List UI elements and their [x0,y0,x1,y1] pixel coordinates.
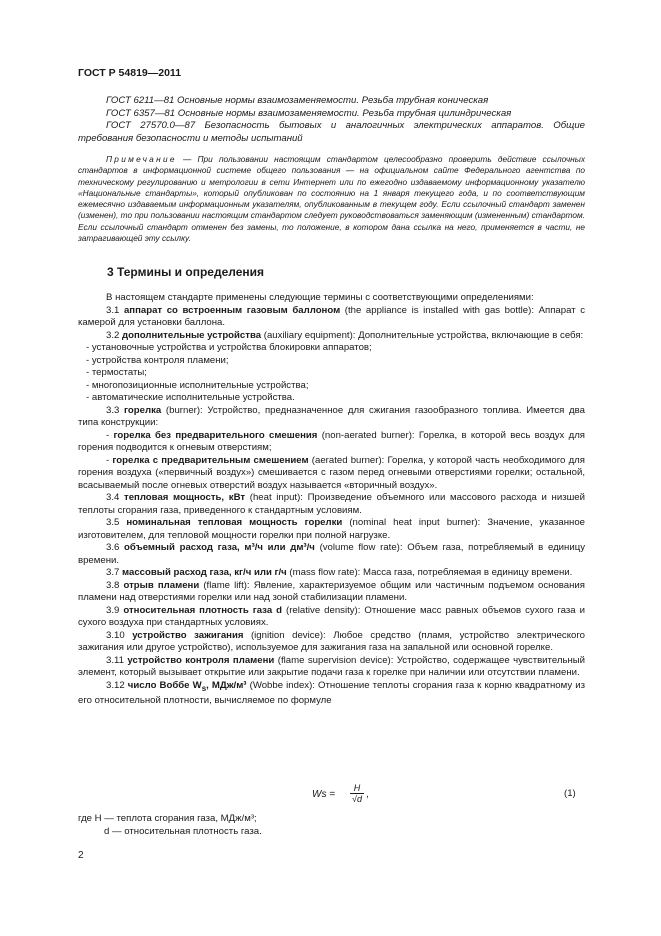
equation-number: (1) [564,788,576,799]
reference-item: ГОСТ 6357—81 Основные нормы взаимозаменяемости. Резьба трубная цилиндрическая [106,107,512,119]
term-3-3: 3.3 горелка (burner): Устройство, предназначенное для сжигания газообразного топлива. Имеется два типа конструкции: [78,404,585,428]
formula-denominator: √d [352,794,362,804]
formula-fraction [350,783,364,805]
term-3-7: 3.7 массовый расход газа, кг/ч или г/ч (mass flow rate): Масса газа, потребляемая в единицу времени. [106,567,573,578]
list-item: - автоматические исполнительные устройства. [86,392,295,403]
term-3-3-a: - горелка без предварительного смешения (non-aerated burner): Горелка, в которой весь воздух для горения подводится к огневым отверстиям; [78,429,585,453]
list-item: - установочные устройства и устройства блокировки аппаратов; [86,342,372,353]
page-number: 2 [78,850,84,861]
normative-references [78,95,585,145]
term-3-3-b: - горелка с предварительным смешением (aerated burner): Горелка, у которой часть необходимого для горения воздуха («первичный воздух») смешивается с газом перед огневыми отверстиями горелки; остальной, всасываемый после огневых отверстий воздух называется «вторичный воздух». [78,454,585,491]
wobbe-formula [312,783,392,811]
section-body [78,292,585,707]
note-label: Примечание [106,154,177,164]
term-3-12: 3.12 число Воббе $W_s$, МДж/м³ (Wobbe index): Отношение теплоты сгорания газа к корню квадратному из его относительной плотности, вычисляемое по формуле [78,679,586,706]
legend-line: d — относительная плотность газа. [104,825,262,837]
term-3-11: 3.11 устройство контроля пламени (flame supervision device): Устройство, содержащее чувствительный элемент, который вызывает открытие или закрытие подачи газа к горелке при наличии или отсутствии пламени. [78,654,585,678]
formula-numerator: H [350,783,364,794]
term-3-9: 3.9 относительная плотность газа d (relative density): Отношение масс равных объемов сухого газа и сухого воздуха при стандартных условиях. [78,604,585,628]
term-3-5: 3.5 номинальная тепловая мощность горелки (nominal heat input burner): Значение, указанное изготовителем, для тепловой мощности горелки при полной нагрузке. [78,517,585,541]
formula-lhs: Ws = [312,789,336,800]
term-3-8: 3.8 отрыв пламени (flame lift): Явление, характеризуемое общим или частичным подъемом основания пламени над отверстиями горелки или над зоной стабилизации пламени. [78,579,585,603]
section-title: 3 Термины и определения [107,265,265,279]
reference-item: ГОСТ 27570.0—87 Безопасность бытовых и аналогичных электрических аппаратов. Общие требования безопасности и методы испытаний [78,120,585,144]
list-item: - термостаты; [86,367,147,378]
term-3-4: 3.4 тепловая мощность, кВт (heat input): Произведение объемного или массового расхода и низшей теплоты сгорания газа, приведенного к стандартным условиям. [78,492,585,516]
formula-comma: , [366,789,369,800]
note-block [78,154,585,244]
legend-line: где H — теплота сгорания газа, МДж/м³; [78,813,257,824]
term-3-6: 3.6 объемный расход газа, м³/ч или дм³/ч (volume flow rate): Объем газа, потребляемый в единицу времени. [78,542,585,566]
list-item: - многопозиционные исполнительные устройства; [86,379,309,391]
term-3-1: 3.1 аппарат со встроенным газовым баллоном (the appliance is installed with gas bottle): Аппарат с камерой для установки баллона. [78,304,585,328]
list-item: - устройства контроля пламени; [86,354,229,366]
term-3-2: 3.2 дополнительные устройства (auxiliary equipment): Дополнительные устройства, включающие в себя: [106,329,584,341]
note-text: — При пользовании настоящим стандартом целесообразно проверить действие ссылочных стандартов в информационной системе общего пользования — на официальном сайте Федерального агентства по техническому регулированию и метрологии в сети Интернет или по ежегодно издаваемому информационному указателю «Национальные стандарты», который опубликован по состоянию на 1 января текущего года, и по соответствующим ежемесячно издаваемым информационным указателям, опубликованным в текущем году. Если ссылочный стандарт заменен (изменен), то при пользовании настоящим стандартом следует руководствоваться заменяющим (измененным) стандартом. Если ссылочный стандарт отменен без замены, то положение, в котором дана ссылка на него, применяется в части, не затрагивающей эту ссылку. [78,154,585,244]
formula-legend [78,813,585,838]
document-header: ГОСТ Р 54819—2011 [78,67,182,79]
reference-item: ГОСТ 6211—81 Основные нормы взаимозаменяемости. Резьба трубная коническая [106,95,489,106]
intro-paragraph: В настоящем стандарте применены следующие термины с соответствующими определениями: [106,292,534,303]
term-3-10: 3.10 устройство зажигания (ignition device): Любое средство (пламя, устройство электрического зажигания или другое устройство), используемое для зажигания газа на запальной или основной горелке. [78,629,585,653]
